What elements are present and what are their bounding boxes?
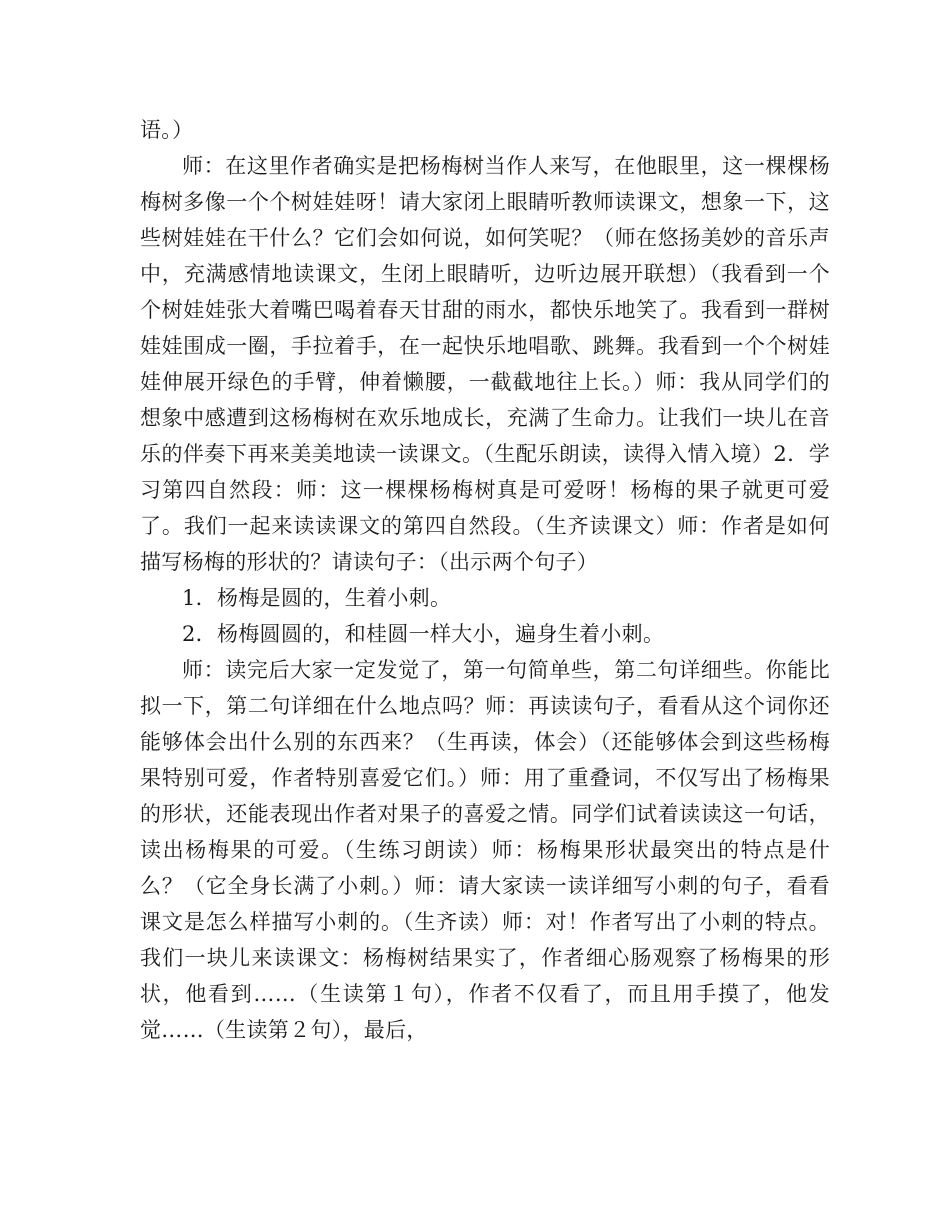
paragraph-sentence-1: 1．杨梅是圆的，生着小刺。 [182,586,452,610]
paragraph-continuation: 语。） [140,118,194,142]
paragraph-teacher-dialogue-1: 师：在这里作者确实是把杨梅树当作人来写，在他眼里，这一棵棵杨梅树多像一个个树娃娃呀！请大家闭上眼睛听教师读课文，想象一下，这些树娃娃在干什么？它们会如何说，如何笑呢？（师在悠扬美妙的音乐声中，充满感情地读课文，生闭上眼睛听，边听边展开联想）（我看到一个个树娃娃张大着嘴巴喝着春天甘甜的雨水，都快乐地笑了。我看到一群树娃娃围成一圈，手拉着手，在一起快乐地唱歌、跳舞。我看到一个个树娃娃伸展开绿色的手臂，伸着懒腰，一截截地往上长。）师：我从同学们的想象中感遭到这杨梅树在欢乐地成长，充满了生命力。让我们一块儿在音乐的伴奏下再来美美地读一读课文。（生配乐朗读，读得入情入境）2．学习第四自然段：师：这一棵棵杨梅树真是可爱呀！杨梅的果子就更可爱了。我们一起来读读课文的第四自然段。（生齐读课文）师：作者是如何描写杨梅的形状的？请读句子：（出示两个句子） [140,154,830,574]
paragraph-teacher-dialogue-2: 师：读完后大家一定发觉了，第一句简单些，第二句详细些。你能比拟一下，第二句详细在什么地点吗？师：再读读句子，看看从这个词你还能够体会出什么别的东西来？（生再读，体会）（还能够体会到这些杨梅果特别可爱，作者特别喜爱它们。）师：用了重叠词，不仅写出了杨梅果的形状，还能表现出作者对果子的喜爱之情。同学们试着读读这一句话，读出杨梅果的可爱。（生练习朗读）师：杨梅果形状最突出的特点是什么？（它全身长满了小刺。）师：请大家读一读详细写小刺的句子，看看课文是怎么样描写小刺的。（生齐读）师：对！作者写出了小刺的特点。我们一块儿来读课文：杨梅树结果实了，作者细心肠观察了杨梅果的形状，他看到……（生读第１句），作者不仅看了，而且用手摸了，他发觉……（生读第２句），最后， [140,658,830,1042]
paragraph-sentence-2: 2．杨梅圆圆的，和桂圆一样大小，遍身生着小刺。 [182,622,665,646]
document-body [140,112,830,1048]
